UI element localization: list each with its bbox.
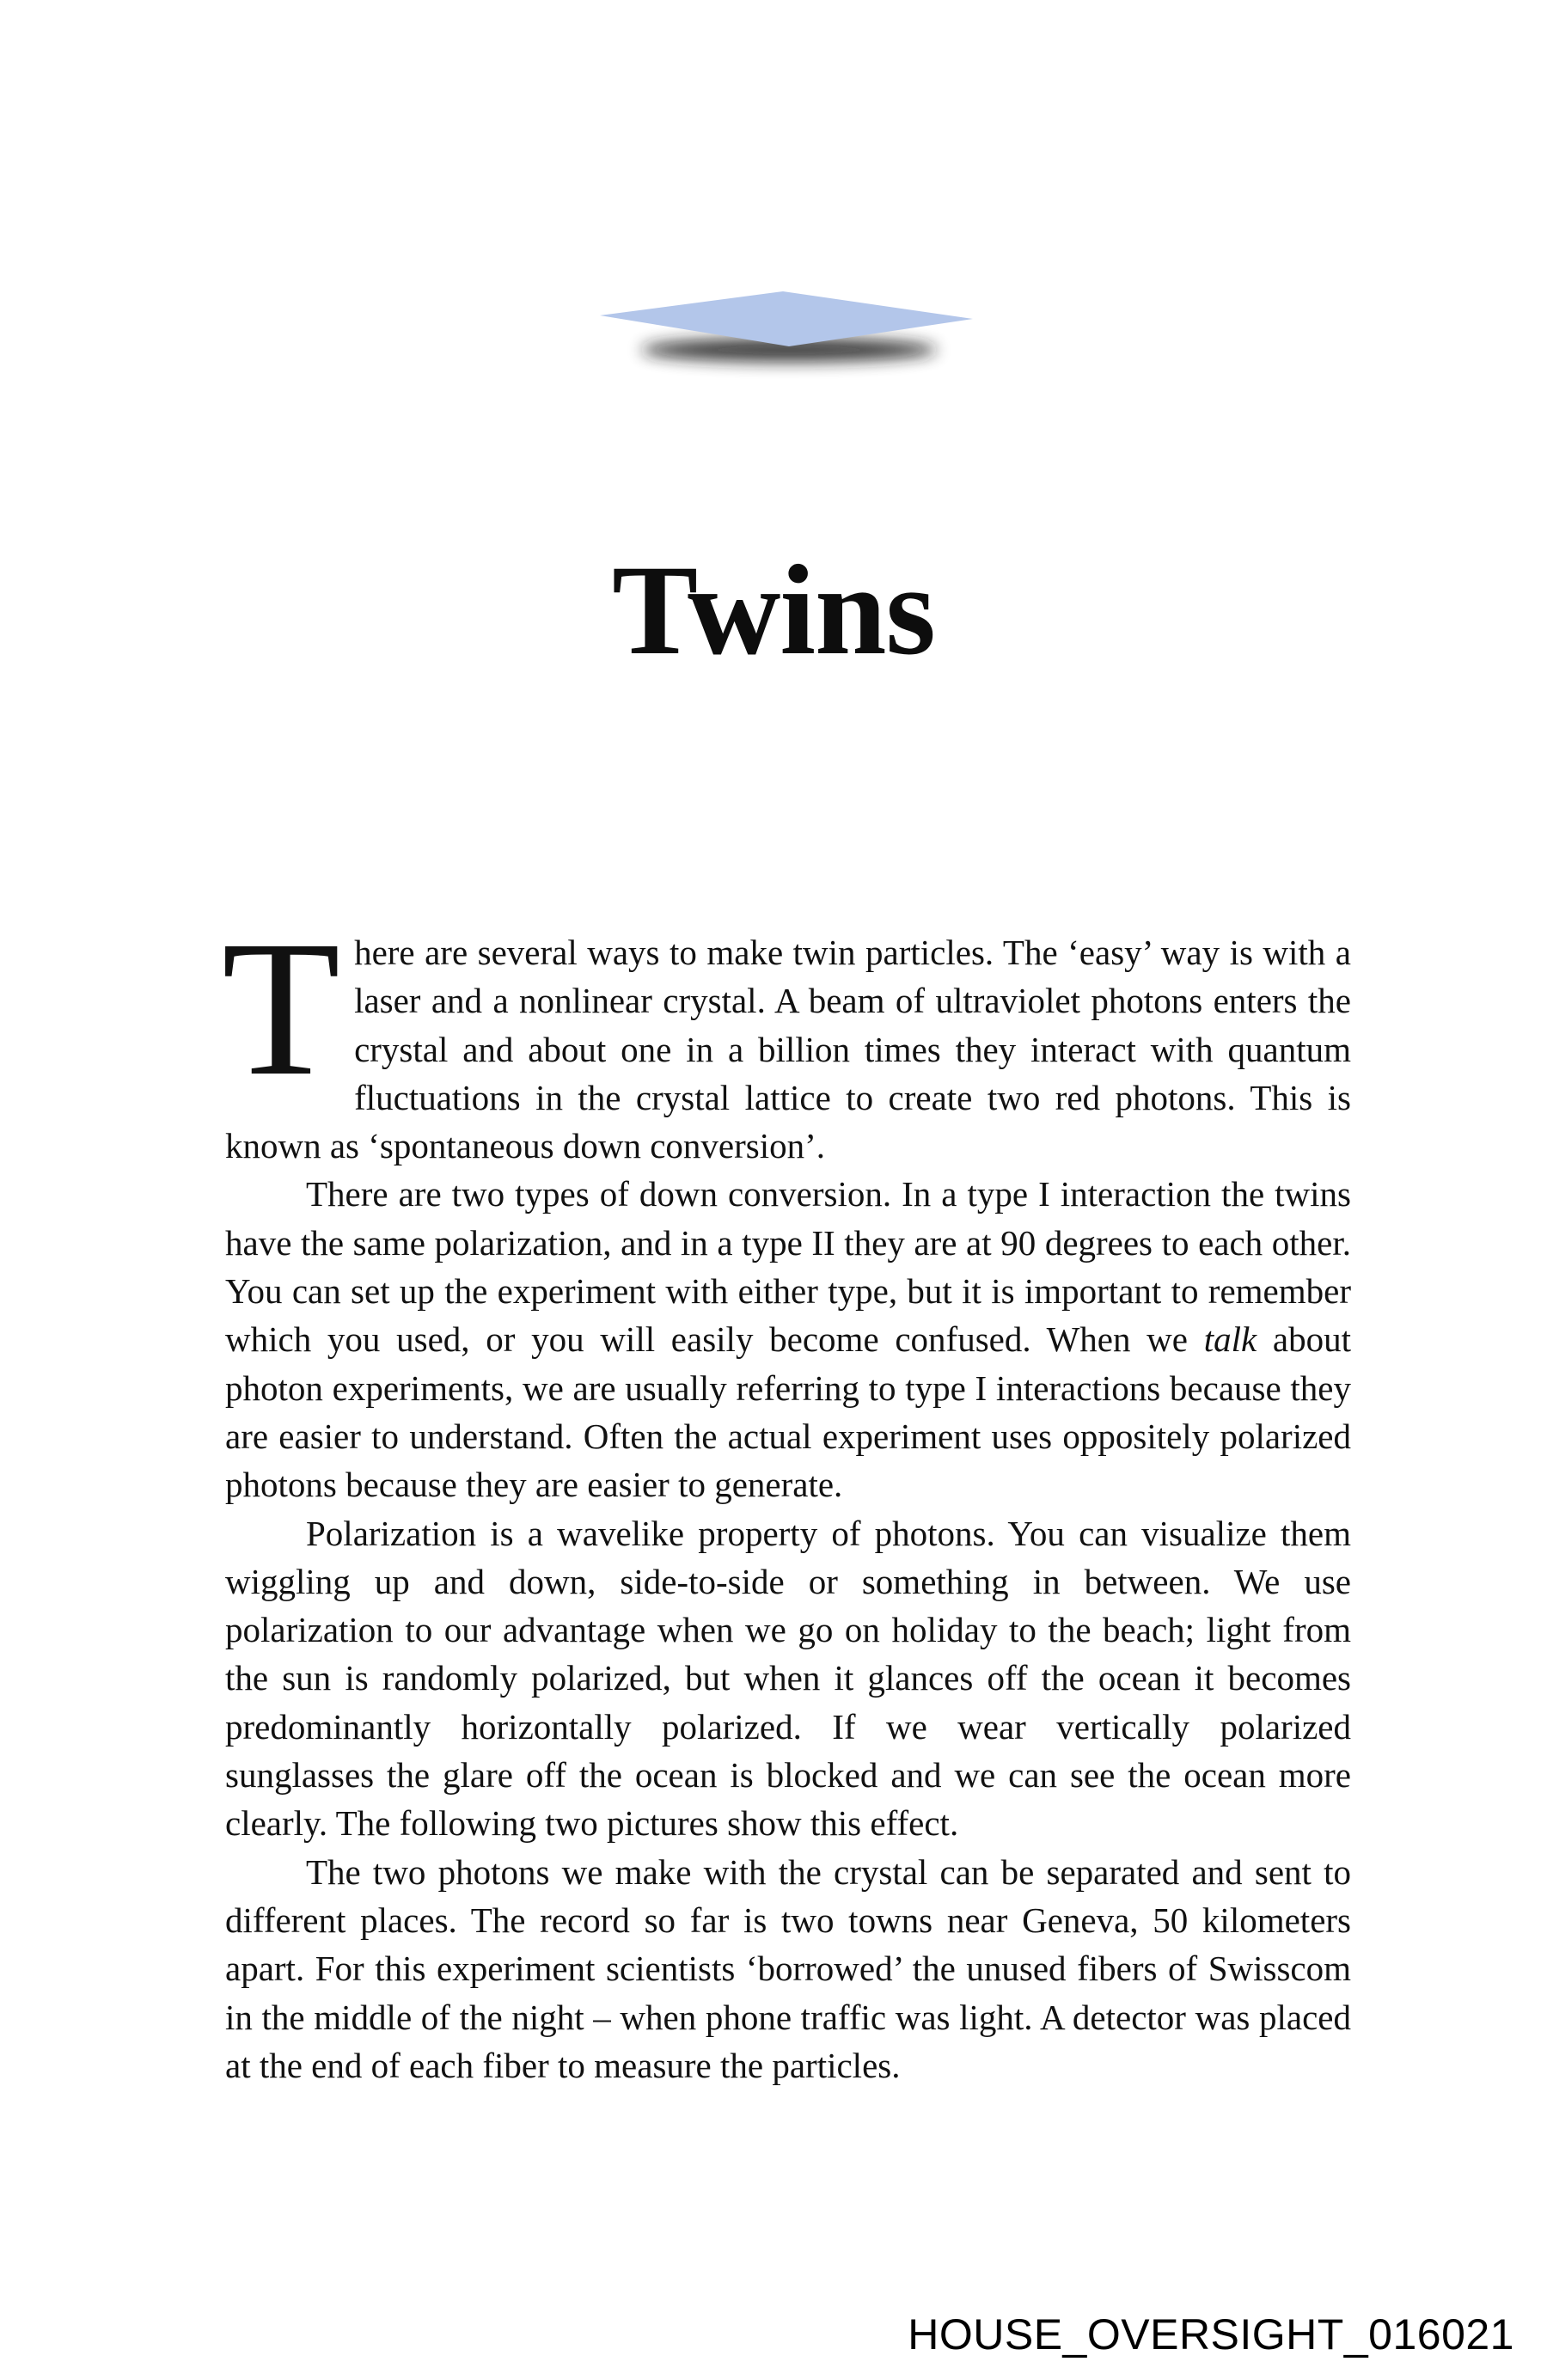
document-id: HOUSE_OVERSIGHT_016021 <box>908 2310 1514 2359</box>
paragraph-3: Polarization is a wavelike property of photons. You can visualize them wiggling up and down, side-to-side or something in between. We use polarization to our advantage when we go on holiday to the beach; light from the sun is randomly polarized, but when it glances off the ocean it becomes predominantly horizontally polarized. If we wear vertically polarized sunglasses the glare off the ocean is blocked and we can see the ocean more clearly. The following two pictures show this effect. <box>225 1513 1351 1844</box>
diamond-ornament-icon <box>593 279 1006 391</box>
body-text <box>222 901 1352 2089</box>
paragraph-2 <box>225 1170 1351 1508</box>
paragraph-2-emphasis: talk <box>1203 1319 1257 1360</box>
paragraph-2-text-b: about photon experiments, we are usually referring to type I interactions because they are easier to understand. Often the actual experiment uses oppositely polarized photons because they are easier to generate. <box>225 1319 1352 1505</box>
paragraph-1 <box>222 901 1351 1170</box>
paragraph-1-text: here are several ways to make twin particles. The ‘easy’ way is with a laser and a nonlinear crystal. A beam of ultraviolet photons enters the crystal and about one in a billion times they interact with quantum fluctuations in the crystal lattice to create two red photons. This is known as ‘spontaneous down conversion’. <box>225 933 1351 1166</box>
drop-cap: T <box>222 901 341 1116</box>
chapter-title: Twins <box>612 539 935 682</box>
paragraph-4: The two photons we make with the crystal can be separated and sent to different places. The record so far is two towns near Geneva, 50 kilometers apart. For this experiment scientists ‘borrowed’ the unused fibers of Swisscom in the middle of the night – when phone traffic was light. A detector was placed at the end of each fiber to measure the particles. <box>225 1851 1351 2085</box>
paragraph-2-text-a: There are two types of down conversion. In a type I interaction the twins have the same polarization, and in a type II they are at 90 degrees to each other. You can set up the experiment with either type, but it is important to remember which you used, or you will easily become confused. When we <box>225 1174 1351 1360</box>
ornament-diamond <box>600 291 973 346</box>
